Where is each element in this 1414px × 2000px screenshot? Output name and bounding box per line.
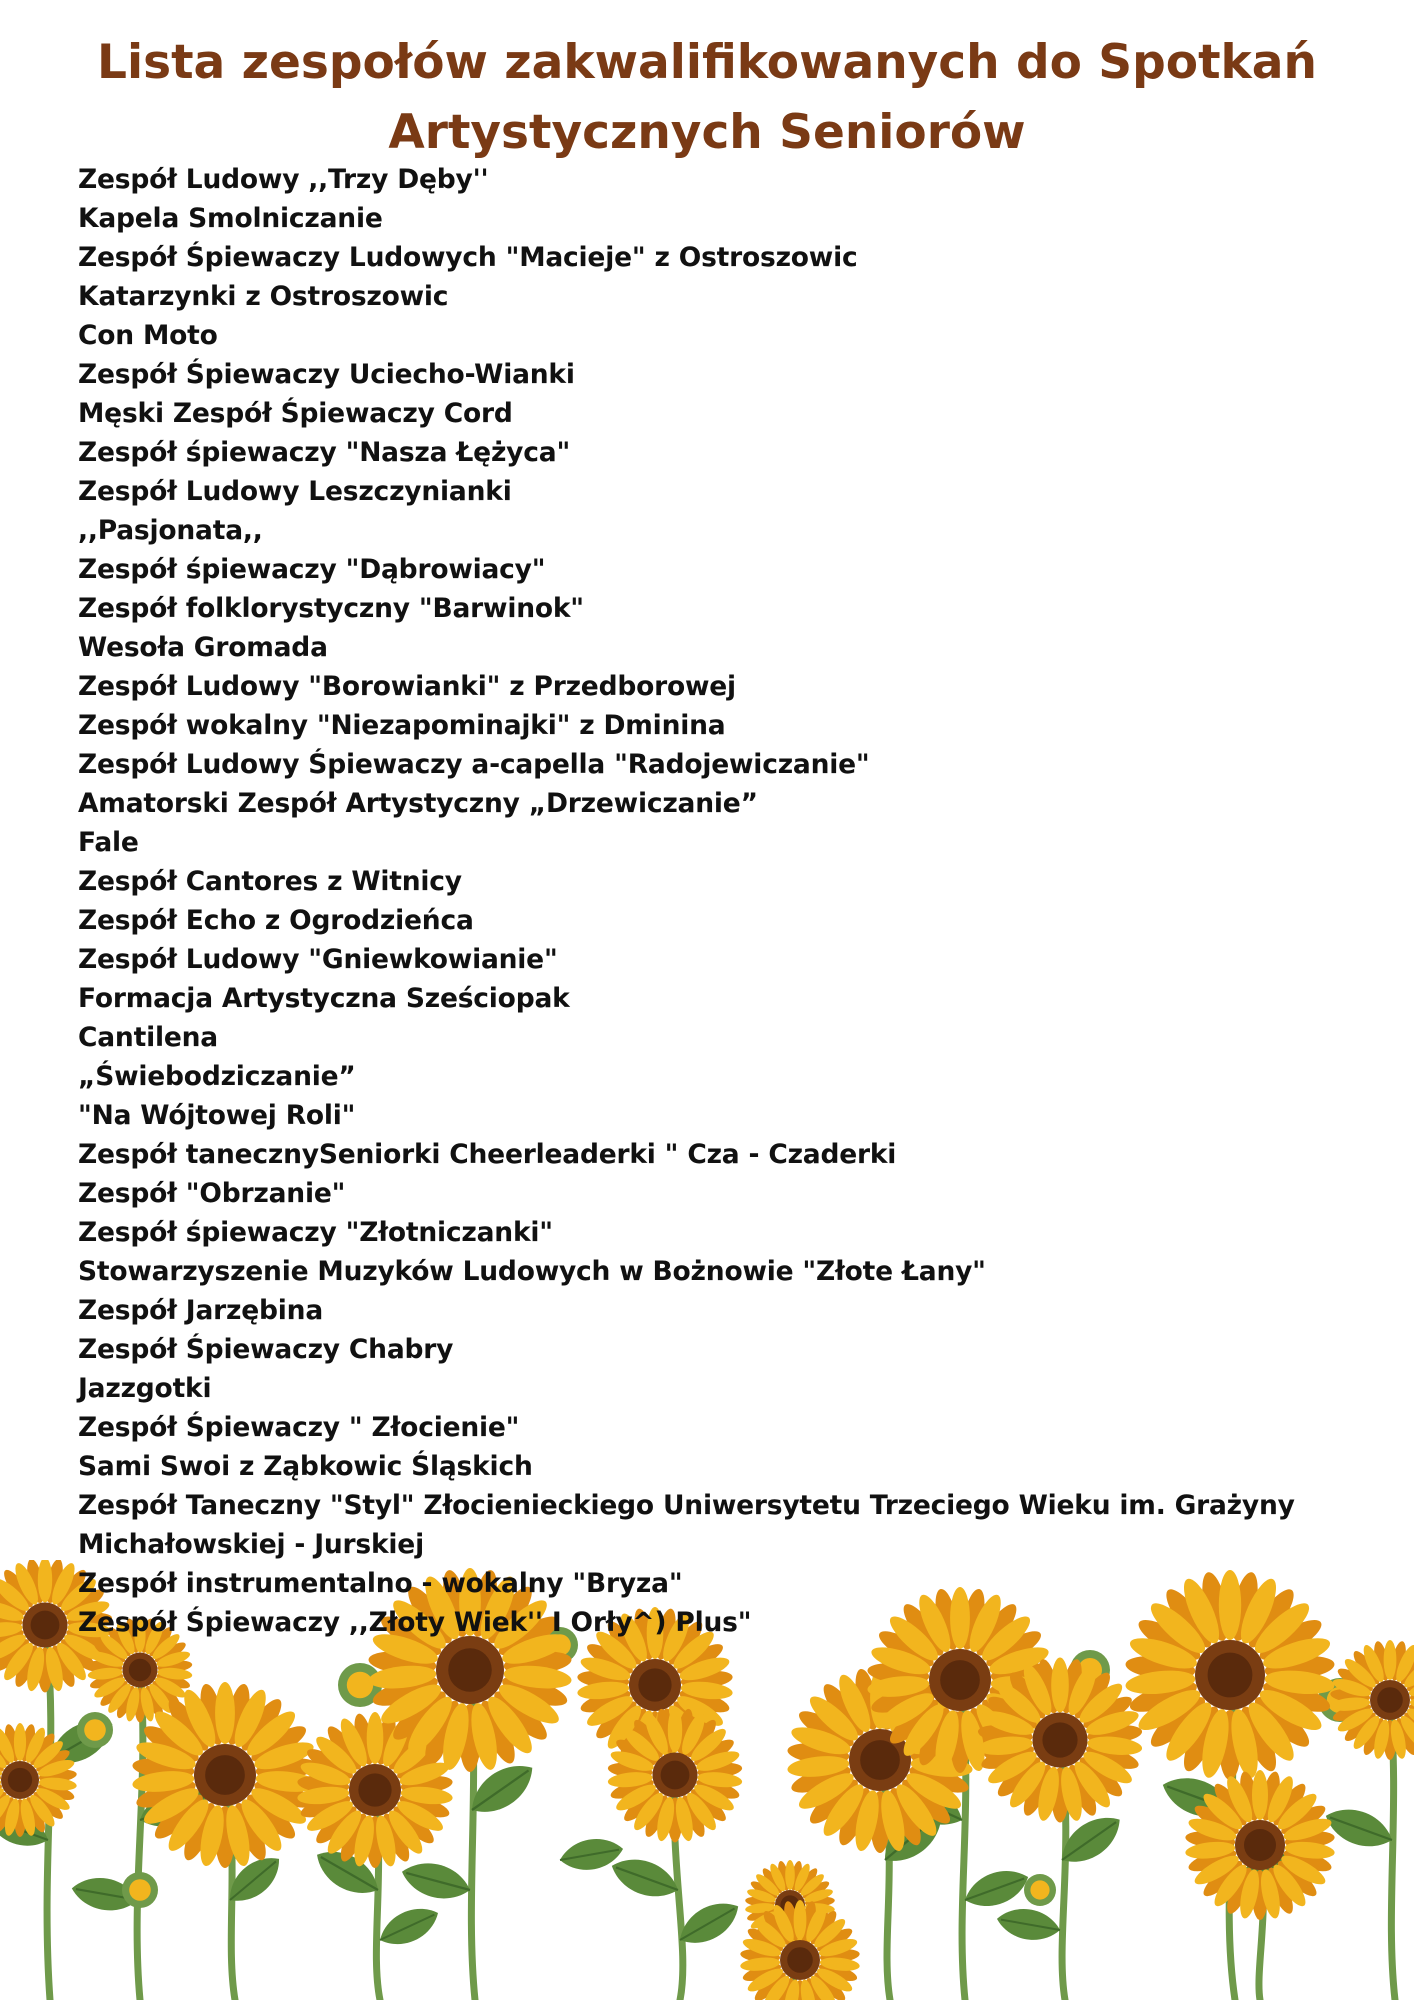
title-line-1: Lista zespołów zakwalifikowanych do Spotkań	[97, 35, 1317, 90]
list-item: „Świebodziczanie”	[78, 1061, 356, 1092]
page-title	[0, 28, 1414, 168]
list-item: Zespół śpiewaczy "Nasza Łężyca"	[78, 437, 571, 468]
list-item: Amatorski Zespół Artystyczny „Drzewiczanie”	[78, 788, 758, 819]
title-line-2: Artystycznych Seniorów	[388, 105, 1026, 160]
list-item: ,,Pasjonata,,	[78, 515, 263, 546]
list-item: Zespół śpiewaczy "Złotniczanki"	[78, 1217, 553, 1248]
list-item: Zespół Ludowy Śpiewaczy a-capella "Radojewiczanie"	[78, 749, 870, 780]
list-item: Zespół Ludowy "Gniewkowianie"	[78, 944, 558, 975]
list-item: Zespół tanecznySeniorki Cheerleaderki " Cza - Czaderki	[78, 1139, 897, 1170]
list-item: Sami Swoi z Ząbkowic Śląskich	[78, 1451, 533, 1482]
list-item: Zespół wokalny "Niezapominajki" z Dminina	[78, 710, 726, 741]
list-item: Zespół Taneczny "Styl" Złocienieckiego Uniwersytetu Trzeciego Wieku im. Grażyny Michałowskiej - Jurskiej	[78, 1490, 1295, 1560]
list-item: Zespół Śpiewaczy Uciecho-Wianki	[78, 359, 575, 390]
list-item: Kapela Smolniczanie	[78, 203, 383, 234]
list-item: Męski Zespół Śpiewaczy Cord	[78, 398, 513, 429]
list-item: Stowarzyszenie Muzyków Ludowych w Bożnowie "Złote Łany"	[78, 1256, 986, 1287]
list-item: Zespół Echo z Ogrodzieńca	[78, 905, 474, 936]
list-item: Zespół śpiewaczy "Dąbrowiacy"	[78, 554, 546, 585]
list-item: Zespół instrumentalno - wokalny "Bryza"	[78, 1568, 683, 1599]
list-item: Jazzgotki	[78, 1373, 212, 1404]
list-item: Wesoła Gromada	[78, 632, 328, 663]
list-item: Cantilena	[78, 1022, 218, 1053]
list-item: Zespół Śpiewaczy " Złocienie"	[78, 1412, 520, 1443]
team-list	[78, 160, 1378, 1642]
list-item: Zespół Cantores z Witnicy	[78, 866, 462, 897]
list-item: "Na Wójtowej Roli"	[78, 1100, 356, 1131]
list-item: Zespół Ludowy Leszczynianki	[78, 476, 512, 507]
list-item: Fale	[78, 827, 139, 858]
list-item: Zespół folklorystyczny "Barwinok"	[78, 593, 584, 624]
list-item: Katarzynki z Ostroszowic	[78, 281, 449, 312]
list-item: Formacja Artystyczna Sześciopak	[78, 983, 570, 1014]
list-item: Zespół Śpiewaczy Chabry	[78, 1334, 454, 1365]
list-item: Zespół Ludowy "Borowianki" z Przedborowej	[78, 671, 736, 702]
list-item: Zespół Śpiewaczy Ludowych "Macieje" z Ostroszowic	[78, 242, 858, 273]
list-item: Zespół "Obrzanie"	[78, 1178, 346, 1209]
list-item: Zespół Ludowy ,,Trzy Dęby''	[78, 164, 489, 195]
list-item: Zespół Śpiewaczy ,,Złoty Wiek'' I Orły^) Plus"	[78, 1607, 752, 1638]
list-item: Zespół Jarzębina	[78, 1295, 324, 1326]
list-item: Con Moto	[78, 320, 218, 351]
